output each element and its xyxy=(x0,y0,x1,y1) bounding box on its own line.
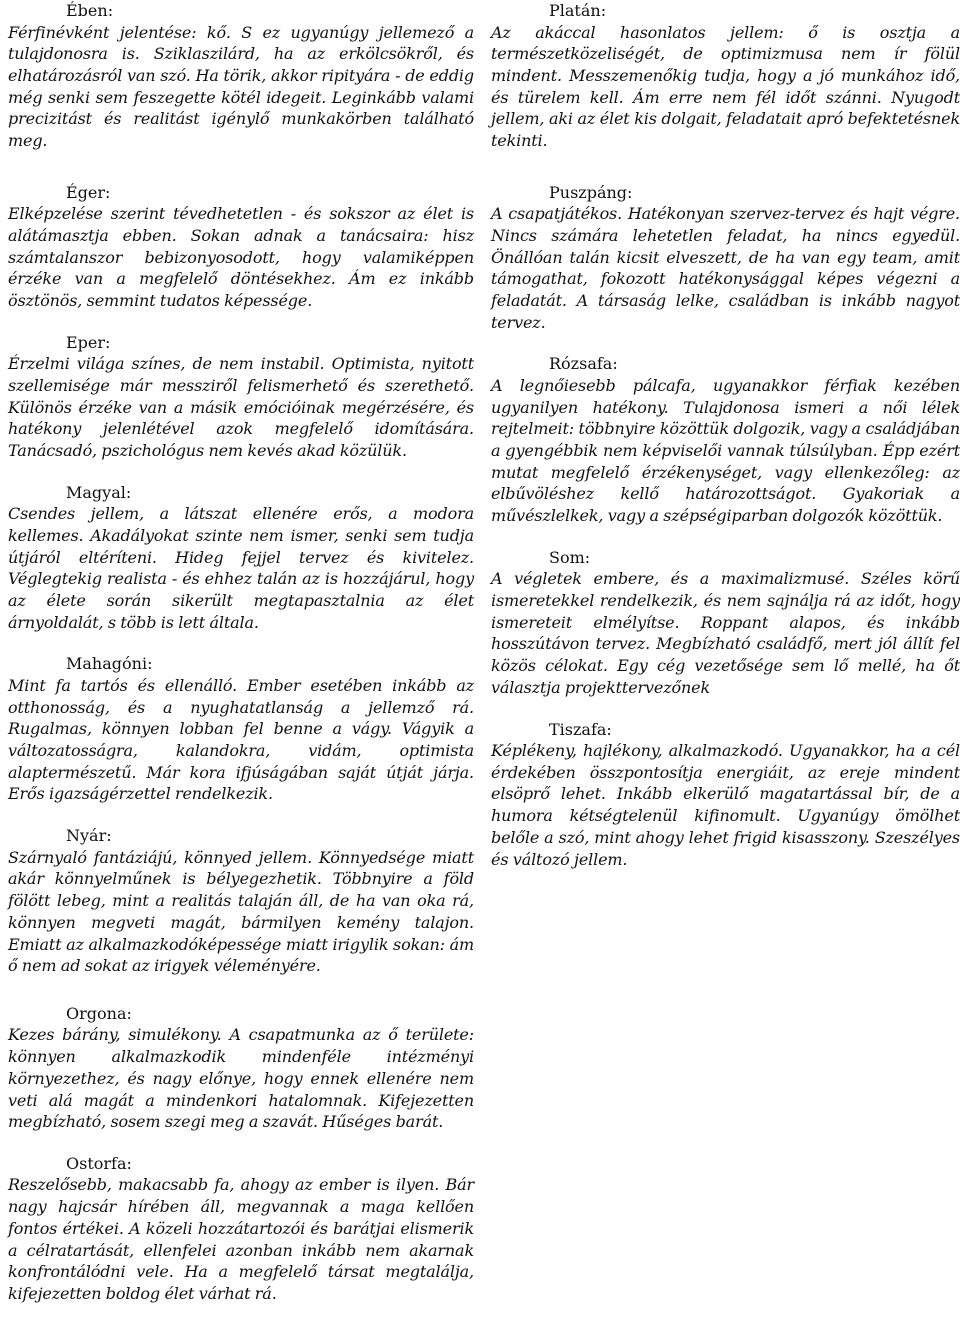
entry-title: Nyár: xyxy=(66,826,112,846)
entry-puszpang xyxy=(491,182,960,334)
entry-title: Ostorfa: xyxy=(66,1153,132,1173)
entry-body: A végletek embere, és a maximalizmusé. Széles körű ismeretekkel rendelkezik, és nem sajnálja rá az időt, hogy ismereteit elmélyítse. Roppant alapos, és inkább hosszútávon tervez. Megbízható családfő, mert jól állít fel közös célokat. Egy cég vezetősége sem lő mellé, ha őt választja projekttervezőnek xyxy=(491,569,960,697)
entry-body: Az akáccal hasonlatos jellem: ő is osztja a természetközeliségét, de optimizmusa nem ír fölül mindent. Messzemenőkig tudja, hogy a jó munkához idő, és türelem kell. Ám erre nem fél időt szánni. Nyugodt jellem, aki az élet kis dolgait, feladatait apró befektetésnek tekinti. xyxy=(491,22,960,151)
entry-body: Mint fa tartós és ellenálló. Ember esetében inkább az otthonosság, és a nyughatatlanság a jellemző rá. Rugalmas, könnyen lobban fel benne a vágy. Vágyik a változatosságra, kalandokra, vidám, optimista alaptermészetű. Már kora ifjúságában saját útját járja. Erős igazságérzettel rendelkezik. xyxy=(8,675,474,804)
right-column xyxy=(491,0,960,888)
entry-som xyxy=(491,547,960,699)
entry-body: Szárnyaló fantáziájú, könnyed jellem. Könnyedsége miatt akár könnyelműnek is bélyegezhetik. Többnyire a föld fölött lebeg, mint a realitás talaján áll, de ha van oka rá, könnyen megveti magát, bármilyen kemény talajon. Emiatt az alkalmazkodóképessége miatt irigylik sokan: ám ő nem ad sokat az irigyek véleményére. xyxy=(8,847,474,976)
entry-mahagoni xyxy=(8,653,474,805)
entry-body: Elképzelése szerint tévedhetetlen - és sokszor az élet is alátámasztja ebben. Sokan adnak a tanácsaira: hisz számtalanszor bebizonyosodott, hogy valamiképpen érzéke van a megfelelő döntésekhez. Ám ez inkább ösztönös, semmint tudatos képessége. xyxy=(8,204,474,311)
entry-rozsafa xyxy=(491,353,960,526)
entry-body: Kezes bárány, simulékony. A csapatmunka az ő területe: könnyen alkalmazkodik mindenféle intézményi környezethez, és nagy előnye, hogy ennek ellenére nem veti alá magát a mindenkori hatalomnak. Kifejezetten megbízható, sosem szegi meg a szavát. Hűséges barát. xyxy=(8,1025,474,1132)
entry-title: Rózsafa: xyxy=(549,354,618,374)
entry-magyal xyxy=(8,482,474,634)
entry-title: Orgona: xyxy=(66,1003,132,1023)
entry-eben xyxy=(8,0,474,152)
entry-body: A legnőiesebb pálcafa, ugyanakkor férfiak kezében ugyanilyen hatékony. Tulajdonosa ismeri a női lélek rejtelmeit: többnyire közöttük dolgozik, vagy a családjában a gyengébbik nem képviselői vannak túlsúlyban. Épp ezért mutat megfelelő érzékenységet, vagy ellenkezőleg: az elbűvöléshez kellő határozottságot. Gyakoriak a művészlelkek, vagy a szépségiparban dolgozók közöttük. xyxy=(491,375,960,526)
entry-title: Magyal: xyxy=(66,482,132,502)
entry-orgona xyxy=(8,1003,474,1133)
left-column xyxy=(8,0,474,1323)
entry-body: Reszelősebb, makacsabb fa, ahogy az ember is ilyen. Bár nagy hajcsár hírében áll, megvannak a maga kellően fontos értékei. A közeli hozzátartozói és barátjai elismerik a célratartását, ellenfelei azonban inkább nem akarnak konfrontálódni vele. Ha a megfelelő társat megtalálja, kifejezetten boldog élet várhat rá. xyxy=(8,1175,474,1303)
entry-body: Képlékeny, hajlékony, alkalmazkodó. Ugyanakkor, ha a cél érdekében összpontosítja energiáit, az ereje mindent elsöprő lehet. Inkább elkerülő magatartással bír, de a humora kétségtelenül kifinomult. Ugyanúgy ömölhet belőle a szó, mint ahogy lehet frigid kisasszony. Szeszélyes és változó jellem. xyxy=(491,741,960,869)
entry-body: Érzelmi világa színes, de nem instabil. Optimista, nyitott szellemisége már messziről felismerhető és szerethető. Különös érzéke van a másik emócióinak megérzésére, és hatékony jelenlétével azok megfelelő idomítására. Tanácsadó, pszichológus nem kevés akad közülük. xyxy=(8,354,474,461)
entry-title: Eper: xyxy=(66,332,111,352)
entry-title: Som: xyxy=(549,547,591,567)
entry-title: Tiszafa: xyxy=(549,719,612,739)
entry-tiszafa xyxy=(491,719,960,871)
entry-body: A csapatjátékos. Hatékonyan szervez-tervez és hajt végre. Nincs számára lehetetlen feladat, ha nincs egyedül. Önállóan talán kicsit elveszett, de ha van egy team, amit támogathat, fokozott hatékonysággal képes végezni a feladatát. A társaság lelke, családban is inkább nagyot tervez. xyxy=(491,204,960,332)
entry-eger xyxy=(8,182,474,312)
entry-title: Éger: xyxy=(66,182,111,202)
entry-platan xyxy=(491,0,960,152)
entry-nyar xyxy=(8,825,474,977)
entry-title: Ében: xyxy=(66,1,114,20)
entry-title: Platán: xyxy=(549,1,607,20)
entry-ostorfa xyxy=(8,1153,474,1305)
entry-title: Puszpáng: xyxy=(549,182,633,202)
entry-eper xyxy=(8,332,474,462)
entry-body: Férfinévként jelentése: kő. S ez ugyanúgy jellemező a tulajdonosra is. Sziklaszilárd, ha az erkölcsökről, és elhatározásról van szó. Ha törik, akkor ripityára - de eddig még senki sem feszegette kötél idegeit. Leginkább valami precizitást és realitást igénylő munkakörben található meg. xyxy=(8,22,474,151)
entry-title: Mahagóni: xyxy=(66,654,153,674)
entry-body: Csendes jellem, a látszat ellenére erős, a modora kellemes. Akadályokat szinte nem ismer, senki sem tudja útjáról eltéríteni. Hideg fejjel tervez és kivitelez. Véglegtekig realista - és ehhez talán az is hozzájárul, hogy az élete során sikerült megtapasztalnia az élet árnyoldalát, s több is lett általa. xyxy=(8,504,474,632)
